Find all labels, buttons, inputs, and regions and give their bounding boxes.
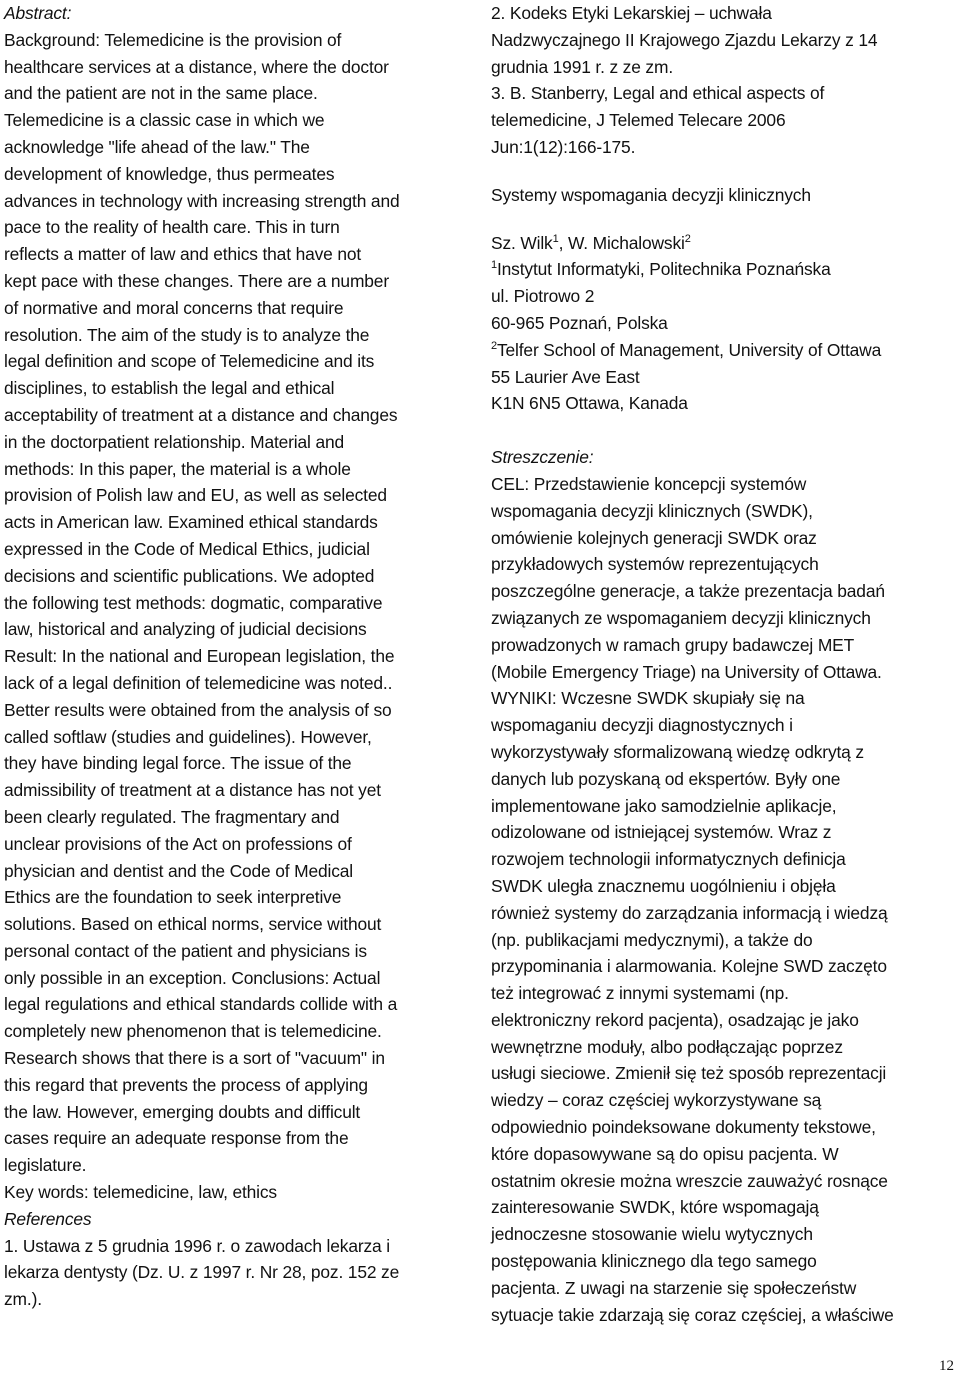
abstract-line: cases require an adequate response from the [4,1128,349,1149]
affiliation-line: K1N 6N5 Ottawa, Kanada [491,393,688,414]
article-title: Systemy wspomagania decyzji klinicznych [491,184,811,205]
author-2-affil-mark: 2 [684,232,691,245]
abstract-line: legal definition and scope of Telemedicine and its [4,351,375,372]
summary-line: związanych ze wspomaganiem decyzji klinicznych [491,607,871,628]
summary-line: wewnętrzne moduły, albo podłączając poprzez [491,1036,843,1057]
abstract-line: healthcare services at a distance, where the doctor [4,56,389,77]
affiliation-line-mark: 2 [491,339,497,352]
summary-line: jednoczesne stosowanie wielu wytycznych [491,1224,813,1245]
summary-line: SWDK uległa znacznemu uogólnieniu i objęła [491,875,836,896]
summary-line: CEL: Przedstawienie koncepcji systemów [491,473,807,494]
left-column [4,0,472,1313]
summary-line: poszczególne generacje, a także prezentacja badań [491,581,885,602]
summary-line: prowadzonych w ramach grupy badawczej MET [491,634,855,655]
abstract-line: acceptability of treatment at a distance and changes [4,404,398,425]
reference-line: 3. B. Stanberry, Legal and ethical aspects of [491,83,825,104]
abstract-line: Better results were obtained from the analysis of so [4,699,392,720]
summary-line: omówienie kolejnych generacji SWDK oraz [491,527,817,548]
abstract-line: and the patient are not in the same place. [4,83,318,104]
abstract-line: been clearly regulated. The fragmentary and [4,806,340,827]
abstract-line: personal contact of the patient and physicians is [4,940,367,961]
abstract-line: Telemedicine is a classic case in which we [4,110,325,131]
references-list [4,1233,472,1313]
summary-line: odizolowane od istniejącej systemów. Wraz z [491,822,832,843]
summary-line: (np. publikacjami medycznymi), a także do [491,929,813,950]
abstract-line: acknowledge "life ahead of the law." The [4,136,310,157]
abstract-heading: Abstract: [4,3,72,23]
abstract-line: lack of a legal definition of telemedicine was noted.. [4,672,393,693]
summary-line: również systemy do zarządzania informacją i wiedzą [491,902,888,923]
summary-line: przykładowych systemów reprezentujących [491,554,819,575]
reference-line: 2. Kodeks Etyki Lekarskiej – uchwała [491,3,772,23]
abstract-line: legal regulations and ethical standards collide with a [4,994,398,1015]
abstract-line: solutions. Based on ethical norms, service without [4,914,382,935]
summary-line: wykorzystywały sformalizowaną wiedzę odkrytą z [491,741,864,762]
affiliation-line-text: Telfer School of Management, University of Ottawa [496,339,882,360]
summary-line: elektroniczny rekord pacjenta), osadzając je jako [491,1009,859,1030]
affiliation-line [491,337,959,364]
abstract-line: the law. However, emerging doubts and difficult [4,1101,361,1122]
references-heading: References [4,1208,92,1229]
summary-line: wspomagania decyzji klinicznych (SWDK), [491,500,813,521]
abstract-line: completely new phenomenon that is telemedicine. [4,1021,382,1042]
spacer [491,209,959,230]
reference-line: lekarza dentysty (Dz. U. z 1997 r. Nr 28, poz. 152 ze [4,1262,400,1283]
abstract-line: decisions and scientific publications. We adopted [4,565,375,586]
affiliation-line: 60-965 Poznań, Polska [491,312,668,333]
summary-line: danych lub pozyskaną od ekspertów. Były one [491,768,841,789]
references-list-continued [491,0,959,161]
abstract-line: legislature. [4,1155,87,1176]
abstract-line: disciplines, to establish the legal and ethical [4,378,335,399]
reference-line: Jun:1(12):166-175. [491,136,636,157]
summary-line: WYNIKI: Wczesne SWDK skupiały się na [491,688,805,709]
abstract-line: Ethics are the foundation to seek interpretive [4,887,342,908]
summary-line: odpowiednio poindeksowane dokumenty tekstowe, [491,1117,876,1138]
summary-line: implementowane jako samodzielnie aplikacje, [491,795,837,816]
affiliation-line: 55 Laurier Ave East [491,366,640,387]
abstract-line: of normative and moral concerns that require [4,297,344,318]
affiliation-line: ul. Piotrowo 2 [491,286,595,307]
spacer [491,417,959,444]
affiliation-line [491,256,959,283]
summary-line: (Mobile Emergency Triage) na University of Ottawa. [491,661,882,682]
abstract-line: Key words: telemedicine, law, ethics [4,1182,277,1203]
abstract-line: unclear provisions of the Act on professions of [4,833,352,854]
affiliation-2 [491,337,959,417]
abstract-line: law, historical and analyzing of judicial decisions [4,619,367,640]
summary-line: zainteresowanie SWDK, które wspomagają [491,1197,819,1218]
abstract-line: resolution. The aim of the study is to analyze the [4,324,370,345]
author-2: , W. Michalowski [558,232,685,253]
abstract-line: kept pace with these changes. There are a number [4,270,389,291]
abstract-line: the following test methods: dogmatic, comparative [4,592,383,613]
abstract-line: admissibility of treatment at a distance has not yet [4,780,381,801]
page-number: 12 [939,1358,954,1374]
author-1-affil-mark: 1 [552,232,559,245]
abstract-line: advances in technology with increasing strength and [4,190,400,211]
summary-heading: Streszczenie: [491,447,594,468]
summary-line: przypominania i alarmowania. Kolejne SWD zaczęto [491,956,887,977]
reference-line: Nadzwyczajnego II Krajowego Zjazdu Lekarzy z 14 [491,29,878,50]
abstract-line: in the doctorpatient relationship. Material and [4,431,345,452]
authors [491,230,959,257]
abstract-body [4,27,472,1206]
summary-line: które dopasowywane są do opisu pacjenta. W [491,1143,839,1164]
abstract-line: development of knowledge, thus permeates [4,163,335,184]
abstract-line: Research shows that there is a sort of "vacuum" in [4,1048,385,1069]
abstract-line: expressed in the Code of Medical Ethics, judicial [4,538,370,559]
affiliation-1 [491,256,959,336]
summary-line: sytuacje takie zdarzają się coraz częściej, a właściwe [491,1304,894,1325]
summary-line: rozwojem technologii informatycznych definicja [491,849,846,870]
abstract-line: methods: In this paper, the material is a whole [4,458,351,479]
reference-line: 1. Ustawa z 5 grudnia 1996 r. o zawodach lekarza i [4,1235,390,1256]
affiliation-line-mark: 1 [491,259,497,272]
right-column [491,0,959,1328]
summary-body [491,471,959,1329]
abstract-line: Result: In the national and European legislation, the [4,646,395,667]
affiliation-line-text: Instytut Informatyki, Politechnika Poznańska [496,259,831,280]
abstract-line: reflects a matter of law and ethics that have not [4,244,362,265]
summary-line: wspomaganiu decyzji diagnostycznych i [491,715,793,736]
summary-line: pacjenta. Z uwagi na starzenie się społeczeństw [491,1277,857,1298]
spacer [491,161,959,182]
summary-line: usługi sieciowe. Zmienił się też sposób reprezentacji [491,1063,887,1084]
summary-line: postępowania klinicznego dla tego samego [491,1251,817,1272]
abstract-line: only possible in an exception. Conclusions: Actual [4,967,381,988]
reference-line: grudnia 1991 r. z ze zm. [491,56,673,77]
summary-line: też integrować z innymi systemami (np. [491,983,789,1004]
abstract-line: provision of Polish law and EU, as well as selected [4,485,387,506]
abstract-line: physician and dentist and the Code of Medical [4,860,354,881]
abstract-line: they have binding legal force. The issue of the [4,753,352,774]
abstract-line: pace to the reality of health care. This in turn [4,217,340,238]
abstract-line: acts in American law. Examined ethical standards [4,512,378,533]
reference-line: telemedicine, J Telemed Telecare 2006 [491,110,786,131]
abstract-line: this regard that prevents the process of applying [4,1074,368,1095]
abstract-line: called softlaw (studies and guidelines). However, [4,726,372,747]
reference-line: zm.). [4,1289,42,1310]
summary-line: wiedzy – coraz częściej wykorzystywane są [491,1090,822,1111]
author-1: Sz. Wilk [491,232,553,253]
abstract-line: Background: Telemedicine is the provision of [4,29,342,50]
summary-line: ostatnim okresie można wreszcie zauważyć rosnące [491,1170,888,1191]
